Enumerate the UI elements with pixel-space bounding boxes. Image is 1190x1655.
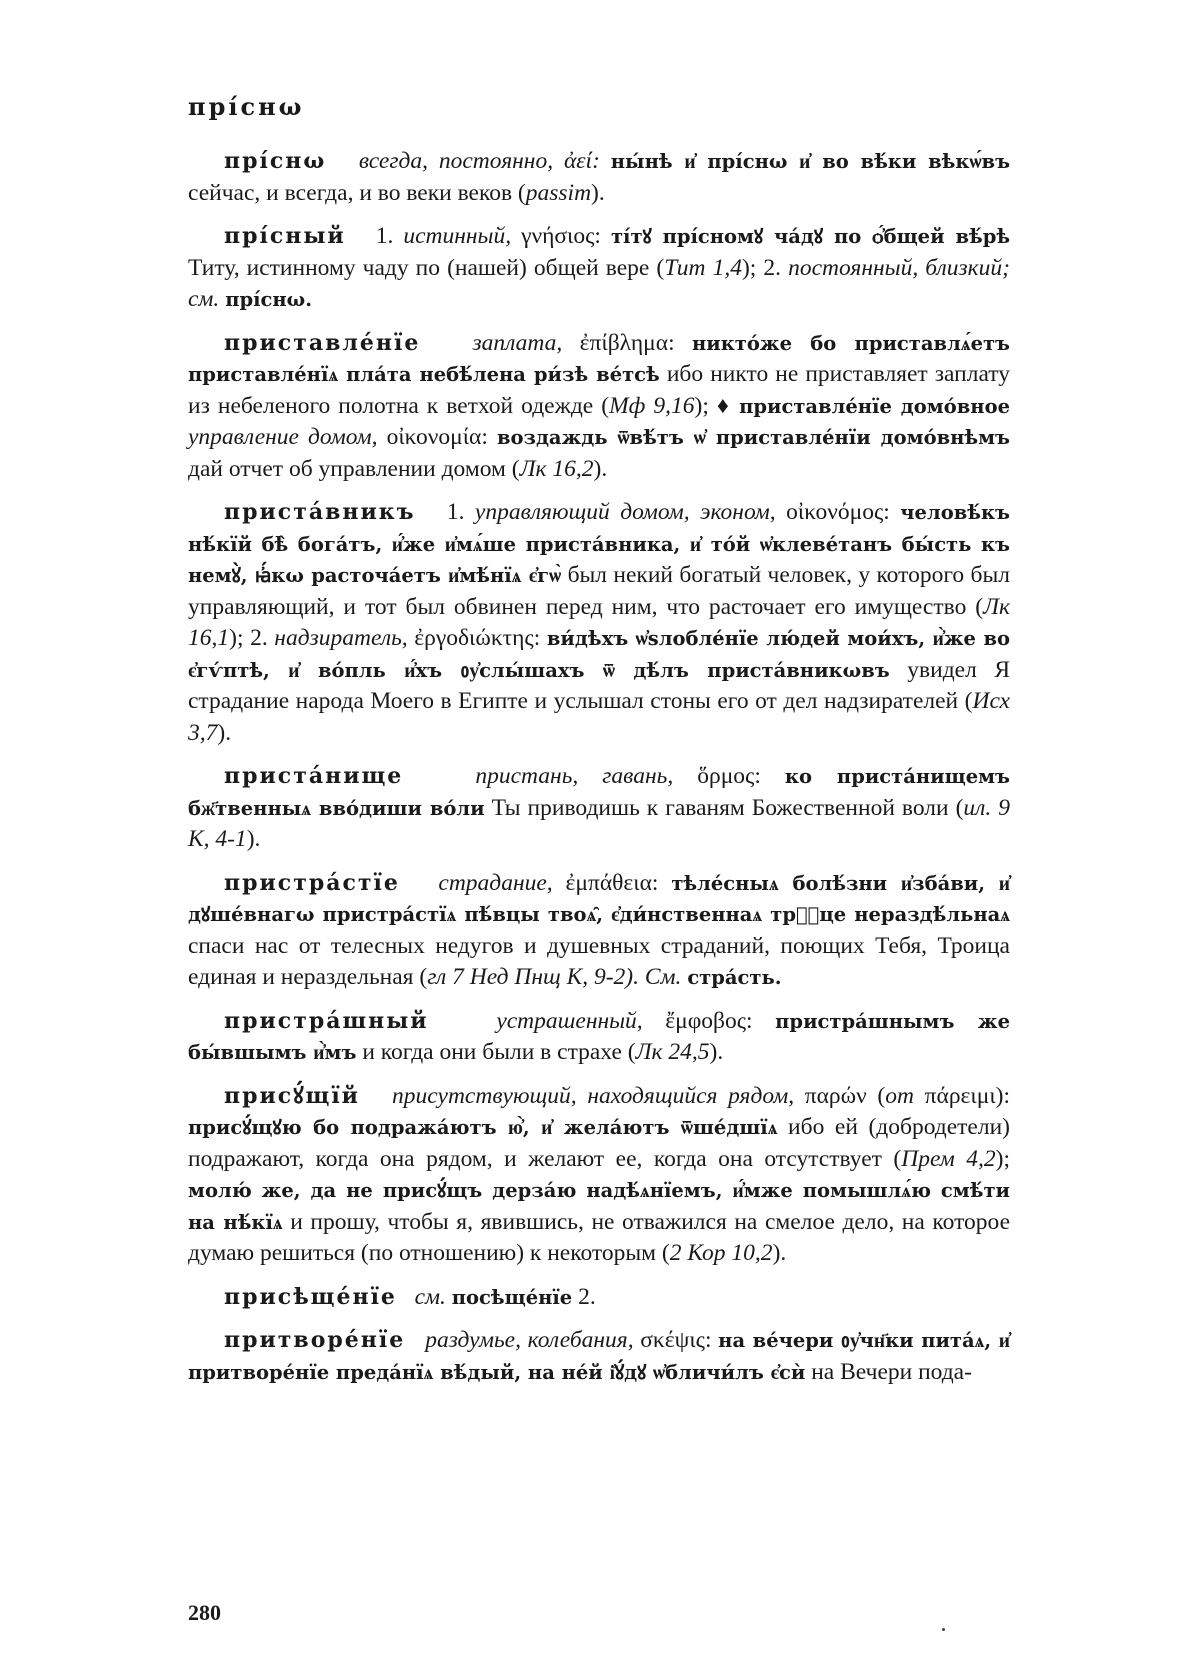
church-slavonic-quote: ви́дѣхъ ѡ҆ѕлобле́нїе лю́дей мои́хъ, и҆̀же во є҆гѵ́птѣ, и҆ во́пль и҆́хъ ᲂу҆слы́шахъ ѿ дѣ́лъ приста́вникωвъ [188, 627, 1011, 682]
translation: на Вечери пода- [811, 1358, 972, 1385]
see-label: см. [414, 1283, 446, 1310]
citation: Лк 16,2 [519, 455, 594, 482]
dictionary-entry [188, 868, 1010, 994]
punctuation: ). [772, 1240, 787, 1266]
cross-reference: посѣще́нїе [451, 1285, 573, 1309]
entry-meaning: управляющий домом, эконом, [474, 499, 776, 525]
church-slavonic-quote: присꙋ́щꙋю бо подража́ютъ ю҆̀, и҆ жела́ютъ ѿше́дшїѧ [188, 1116, 778, 1139]
entry-meaning: истинный, [403, 223, 512, 249]
translation: Ты приводишь к гаваням Божественной воли ( [491, 794, 964, 821]
punctuation: ). [709, 1039, 724, 1065]
punctuation: ). [217, 719, 232, 746]
entry-meaning: всегда, постоянно, ἀεί: [358, 148, 600, 174]
dictionary-entry [188, 1081, 1010, 1270]
entry-meaning: устрашенный, [496, 1007, 643, 1034]
entry-headword: приставле́нїе [224, 329, 421, 356]
dictionary-entry [188, 497, 1010, 749]
entry-headword: присꙋ́щїй [224, 1082, 360, 1109]
greek-equivalent: ἐπίβλημα: [579, 329, 675, 356]
translation: ибо ей (добродетели) подражают, когда она рядом, и желают ее, когда она отсутствует ( [188, 1114, 1010, 1172]
cross-reference: прíснω. [225, 288, 313, 311]
citation: ил. 9 К, 4-1 [188, 794, 1011, 852]
sense-number: 1. [446, 499, 465, 525]
citation: Лк 16,1 [188, 593, 1010, 651]
translation: был некий богатый человек, у которого был управляющий, и тот был обвинен перед ним, что расточает его имущество ( [188, 562, 1010, 620]
entry-meaning: надзиратель, [274, 625, 408, 651]
church-slavonic-quote: тѣле́сныѧ болѣ́зни и҆зба́ви, и҆ дꙋше́внагω пристра́стїѧ пѣ́вцы твоѧ̑, є҆ди́нственнаѧ трⷪ҇це нераздѣ́льнаѧ [188, 871, 1011, 926]
sense-number: ); 2. [229, 625, 268, 651]
church-slavonic-quote: ті́тꙋ прíсномꙋ ча́дꙋ по ѻ҆́бщей вѣ́рѣ [610, 225, 1011, 248]
dictionary-entry [188, 328, 1010, 486]
punctuation: ). [591, 179, 605, 206]
translation: и когда они были в страхе ( [362, 1039, 636, 1065]
translation: Титу, истинному чаду по (нашей) общей вере ( [188, 254, 665, 281]
entry-meaning: страдание, [438, 869, 553, 896]
translation: сейчас, и всегда, и во веки веков ( [188, 179, 526, 206]
church-slavonic-quote: ко приста́нищемъ бж҃твенныѧ вво́диши во́ли [188, 765, 1011, 820]
dictionary-entries [188, 146, 1010, 1400]
entry-meaning: раздумье, колебания, [425, 1327, 634, 1353]
sense-number: 1. [375, 223, 394, 249]
entry-headword: приста́нище [224, 763, 404, 789]
greek-equivalent: οἰκονομία: [386, 424, 488, 450]
greek-equivalent: οἰκονόμος: [786, 499, 890, 525]
dictionary-entry [188, 1282, 1010, 1314]
citation: passim [525, 179, 592, 206]
citation: Прем 4,2 [901, 1145, 996, 1172]
sense-number: ); 2. [741, 254, 782, 281]
entry-headword: присѣще́нїе [224, 1283, 397, 1310]
church-slavonic-quote: на ве́чери ᲂу҆чн҃ки пита́ѧ, и҆ притворе́нїе преда́нїѧ вѣ́дый, на не́й і҆ꙋ́дꙋ ѡ҆бличи́лъ є҆сѝ [188, 1329, 1010, 1384]
entry-meaning: управление домом, [188, 424, 378, 450]
church-slavonic-quote: никто́же бо приставлѧ́етъ приставле́нїѧ пла́та небѣ́лена ри́зѣ ве́тсѣ [188, 331, 1011, 386]
citation: Тит 1,4 [664, 254, 742, 281]
entry-headword: пристра́шный [224, 1007, 429, 1034]
greek-equivalent: ἔμφοβος: [665, 1007, 753, 1034]
church-slavonic-quote: воздаждь ѿвѣ́тъ ѡ҆ приставле́нїи домо́внѣмъ [496, 426, 1011, 449]
scan-speck [942, 1628, 945, 1631]
dictionary-entry [188, 1006, 1010, 1069]
entry-headword: прíснω [224, 148, 327, 174]
greek-equivalent: γνήσιος: [521, 223, 601, 249]
translation: и прошу, чтобы я, явившись, не отважился на смелое дело, на которое думаю решиться (по отношению) к некоторым ( [188, 1208, 1010, 1266]
punctuation: ). [593, 455, 608, 482]
page-number: 280 [188, 1600, 221, 1625]
church-slavonic-quote: молю́ же, да не присꙋ́щъ дерза́ю надѣ́ѧнїемъ, и҆́мже помышлѧ́ю смѣ́ти на нѣ́кїѧ [188, 1179, 1010, 1234]
greek-equivalent: πάρειμι): [924, 1082, 1011, 1109]
entry-headword: приста́вникъ [224, 499, 416, 525]
sense-number: 2. [578, 1283, 596, 1310]
entry-meaning: присутствующий, находящийся рядом, [392, 1082, 795, 1109]
greek-equivalent: ἐργοδιώκτης: [414, 625, 541, 651]
church-slavonic-quote: пристра́шнымъ же бы́вшымъ и҆̀мъ [188, 1009, 1011, 1064]
dictionary-entry [188, 221, 1010, 316]
church-slavonic-quote: ны́нѣ и҆ прíснω и҆ во вѣ́ки вѣкѡ́въ [610, 150, 1011, 173]
dictionary-entry [188, 1325, 1010, 1388]
citation: Исх 3,7 [188, 688, 1010, 746]
entry-meaning: постоянный, близкий; см. [188, 254, 1011, 312]
entry-headword: пристра́стїе [224, 869, 400, 896]
greek-equivalent: ἐμπάθεια: [565, 869, 659, 896]
running-head: прíснω [188, 92, 305, 121]
punctuation: ); ♦ [694, 392, 732, 419]
etymology-label: от [885, 1082, 914, 1109]
dictionary-entry [188, 146, 1010, 209]
entry-headword: притворе́нїе [224, 1327, 406, 1353]
dictionary-entry [188, 761, 1010, 856]
greek-equivalent: ὅρμος: [697, 763, 761, 789]
phrase-headword: приставле́нїе домо́вное [739, 394, 1010, 418]
citation: Мф 9,16 [609, 392, 695, 419]
citation: гл 7 Нед Пнщ К, 9-2). См. [427, 964, 682, 990]
church-slavonic-quote: человѣ́къ нѣ́кїй бѣ̀ бога́тъ, и҆́же и҆мѧ́ше приста́вника, и҆ то́й ѡ҆клеве́танъ бы́сть къ немꙋ̀, ꙗ҆́кω расточа́етъ и҆мѣ́нїѧ є҆гѡ̀ [188, 501, 1011, 587]
translation: увидел Я страдание народа Моего в Египте и услышал стоны его от дел надзирателей ( [188, 656, 1011, 714]
greek-equivalent: παρών [804, 1082, 867, 1109]
punctuation: ). [246, 826, 261, 852]
entry-meaning: заплата, [472, 329, 563, 356]
citation: Лк 24,5 [635, 1039, 710, 1065]
translation: дай отчет об управлении домом ( [188, 455, 520, 482]
translation: ибо никто не приставляет заплату из небеленого полотна к ветхой одежде ( [188, 361, 1011, 419]
citation: 2 Кор 10,2 [669, 1240, 773, 1266]
punctuation: ( [877, 1082, 886, 1109]
entry-headword: прíсный [224, 223, 346, 249]
entry-meaning: пристань, гавань, [475, 763, 674, 789]
punctuation: ); [995, 1145, 1010, 1172]
translation: спаси нас от телесных недугов и душевных страданий, поющих Тебя, Троица единая и нераздельная ( [188, 932, 1010, 990]
greek-equivalent: σκέψις: [640, 1327, 712, 1353]
cross-reference: стра́сть. [687, 966, 782, 989]
